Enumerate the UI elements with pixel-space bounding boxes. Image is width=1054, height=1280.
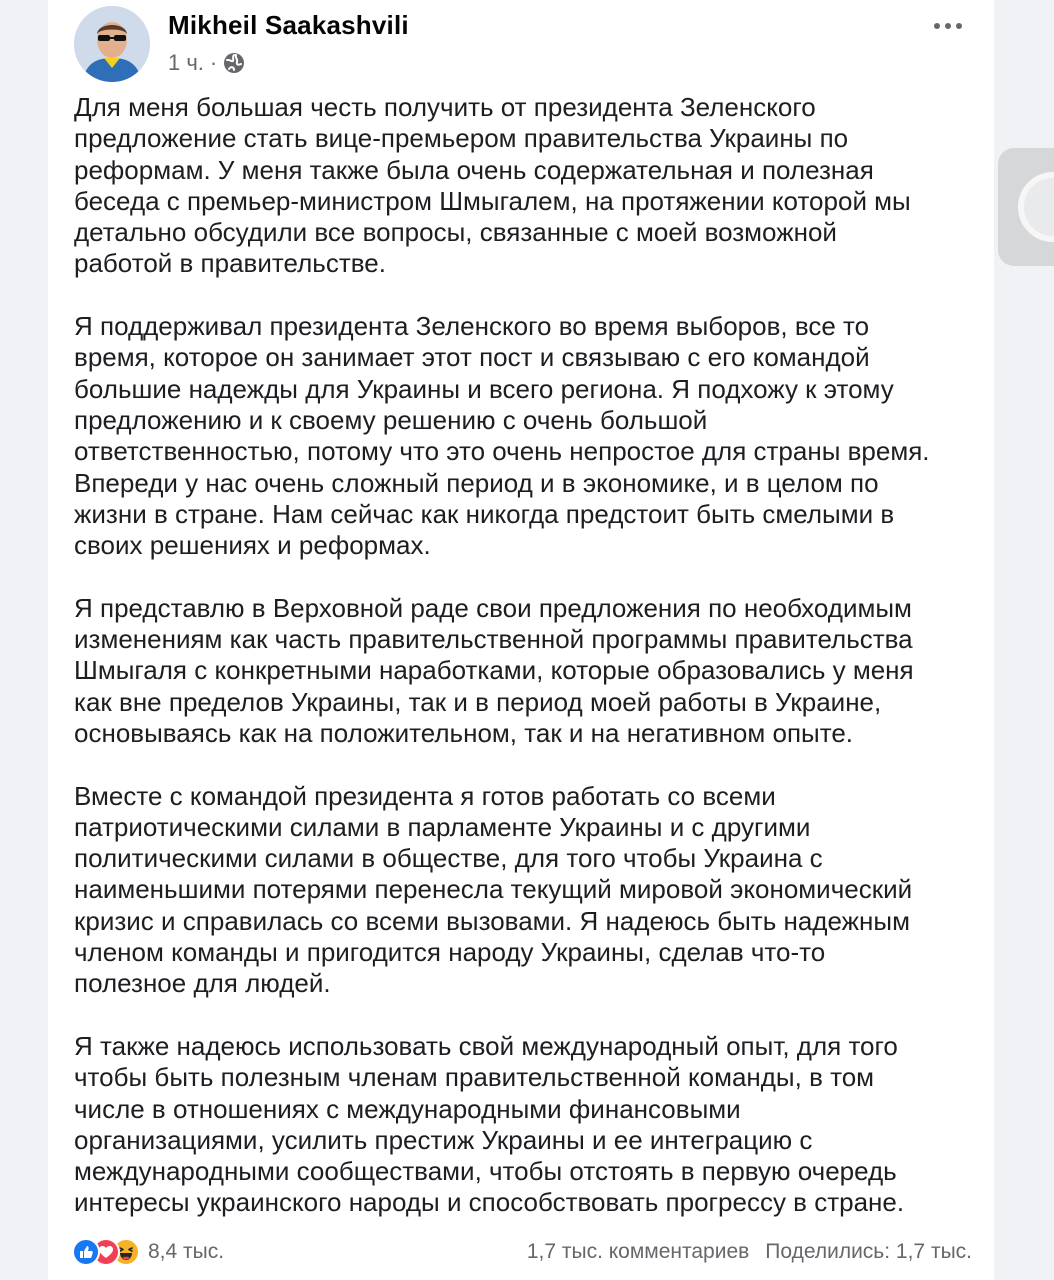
avatar-photo-icon xyxy=(74,6,150,82)
like-icon xyxy=(72,1238,100,1266)
floating-assistive-touch-button[interactable] xyxy=(998,148,1054,266)
post-header xyxy=(74,6,974,86)
post-paragraph: Для меня большая честь получить от президента Зеленского предложение стать вице-премьером правительства Украины по реформам. У меня также была очень содержательная и полезная беседа с премьер-министром Шмыгалем, на протяжении которой мы детально обсудили все вопросы, связанные с моей возможной работой в правительстве. xyxy=(74,92,911,279)
post-options-button[interactable] xyxy=(928,12,968,40)
comments-count-link[interactable]: 1,7 тыс. комментариев xyxy=(526,1240,750,1263)
author-avatar[interactable] xyxy=(74,6,150,82)
globe-icon xyxy=(223,52,245,74)
author-name[interactable]: Mikheil Saakashvili xyxy=(168,10,409,40)
shares-count-link[interactable]: Поделились: 1,7 тыс. xyxy=(765,1240,972,1263)
post-time[interactable]: 1 ч. xyxy=(168,50,204,75)
post-paragraph: Я также надеюсь использовать свой международный опыт, для того чтобы быть полезным членам правительственной команды, в том числе в отношениях с международными финансовыми организациями, усилить престиж Украины и ее интеграцию с международными сообществами, чтобы отстоять в первую очередь интересы украинского народы и способствовать прогрессу в стране. xyxy=(74,1030,905,1218)
reactions-summary[interactable] xyxy=(72,1238,224,1266)
post-text xyxy=(74,92,974,1250)
post-footer xyxy=(72,1236,972,1268)
post-card xyxy=(48,0,994,1280)
meta-separator: · xyxy=(209,50,218,75)
post-meta xyxy=(168,50,245,76)
reaction-count: 8,4 тыс. xyxy=(148,1240,225,1263)
post-paragraph: Я представлю в Верховной раде свои предложения по необходимым изменениям как часть правительственной программы правительства Шмыгаля с конкретными наработками, которые образовались у меня как вне пределов Украины, так и в период моей работы в Украине, основываясь как на положительном, так и на негативном опыте. xyxy=(74,592,914,748)
post-paragraph: Я поддерживал президента Зеленского во время выборов, все то время, которое он занимает этот пост и связываю с его командой большие надежды для Украины и всего региона. Я подхожу к этому предложению и к своему решению с очень большой ответственностью, потому что это очень непростое для страны время. Впереди у нас очень сложный период и в экономике, и в целом по жизни в стране. Нам сейчас как никогда предстоит быть смелыми в своих решениях и реформах. xyxy=(74,311,930,561)
more-dots-icon xyxy=(933,22,963,30)
assistive-touch-knob xyxy=(1018,172,1054,242)
post-paragraph: Вместе с командой президента я готов работать со всеми патриотическими силами в парламенте Украины и с другими политическими силами в обществе, для того чтобы Украина с наименьшими потерями перенесла текущий мировой экономический кризис и справилась со всеми вызовами. Я надеюсь быть надежным членом команды и пригодится народу Украины, сделав что-то полезное для людей. xyxy=(74,780,913,999)
